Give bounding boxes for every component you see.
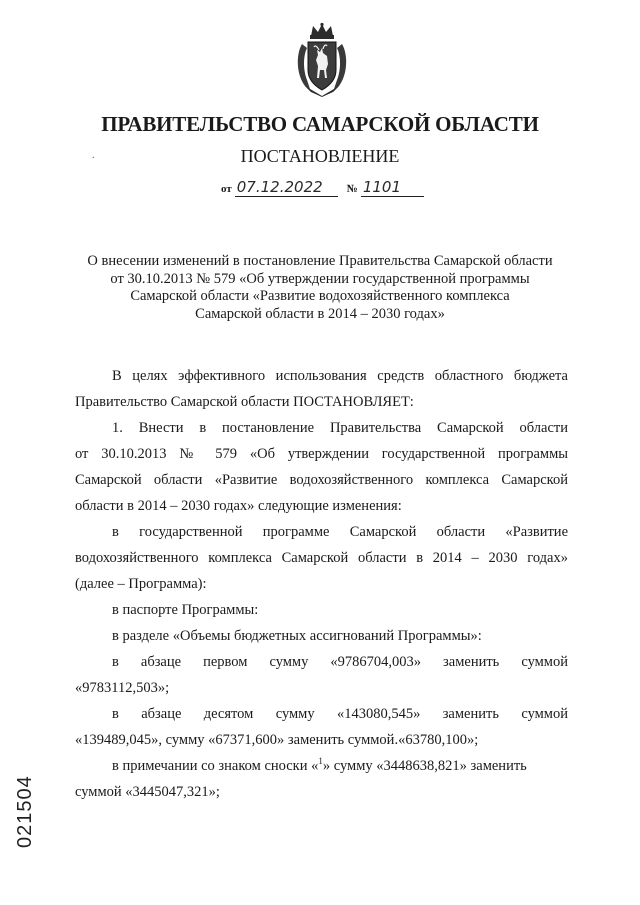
text-line: суммой «3445047,321»; <box>75 784 220 800</box>
number-handwritten: 1101 <box>361 179 424 197</box>
paragraph-item-1 <box>75 415 568 519</box>
date-number-line <box>221 179 424 197</box>
text-line: в абзаце десятом сумму «143080,545» заменить суммой <box>112 706 568 722</box>
text-line: «9783112,503»; <box>75 680 170 696</box>
paragraph-tenth-abzac <box>75 701 568 753</box>
text-line: области в 2014 – 2030 годах» следующие изменения: <box>75 498 402 514</box>
subject-line: от 30.10.2013 № 579 «Об утверждении государственной программы <box>110 270 530 287</box>
date-label: от <box>221 183 232 195</box>
text-line: Правительство Самарской области ПОСТАНОВЛЯЕТ: <box>75 394 414 410</box>
paragraph-preamble <box>75 363 568 415</box>
footnote-mark: 1 <box>318 756 323 767</box>
paragraph-section <box>75 623 568 649</box>
text-line <box>75 753 568 779</box>
text-line: в государственной программе Самарской области «Развитие <box>112 524 568 540</box>
side-registration-code: 021504 <box>14 775 36 848</box>
text-line: в паспорте Программы: <box>112 602 259 618</box>
subject-line: Самарской области «Развитие водохозяйственного комплекса <box>130 288 510 304</box>
text-line: в разделе «Объемы бюджетных ассигнований Программы»: <box>112 628 482 644</box>
subject-line: Самарской области в 2014 – 2030 годах» <box>195 305 445 322</box>
government-title: ПРАВИТЕЛЬСТВО САМАРСКОЙ ОБЛАСТИ <box>101 112 539 136</box>
margin-tick: . <box>92 150 95 161</box>
text-line: Самарской области «Развитие водохозяйственного комплекса Самарской <box>75 472 568 488</box>
text-fragment: » сумму «3448638,821» заменить <box>322 758 527 774</box>
subject-line: О внесении изменений в постановление Правительства Самарской области <box>87 253 553 269</box>
paragraph-program <box>75 519 568 597</box>
text-fragment: в примечании со знаком сноски « <box>112 758 319 774</box>
coat-of-arms-icon <box>293 22 351 98</box>
paragraph-first-abzac <box>75 649 568 701</box>
date-handwritten: 07.12.2022 <box>235 179 338 197</box>
text-line: от 30.10.2013 № 579 «Об утверждении государственной программы <box>75 446 568 462</box>
paragraph-passport <box>75 597 568 623</box>
text-line: В целях эффективного использования средств областного бюджета <box>112 368 568 384</box>
text-line: в абзаце первом сумму «9786704,003» заменить суммой <box>112 654 568 670</box>
text-line: (далее – Программа): <box>75 576 207 592</box>
text-line: «139489,045», сумму «67371,600» заменить суммой.«63780,100»; <box>75 732 479 748</box>
paragraph-footnote-note <box>75 753 568 805</box>
number-label: № <box>346 183 358 195</box>
document-type: ПОСТАНОВЛЕНИЕ <box>240 146 400 166</box>
document-subject <box>70 253 570 323</box>
text-line: 1. Внести в постановление Правительства Самарской области <box>112 420 568 436</box>
text-line: водохозяйственного комплекса Самарской области в 2014 – 2030 годах» <box>75 550 568 566</box>
